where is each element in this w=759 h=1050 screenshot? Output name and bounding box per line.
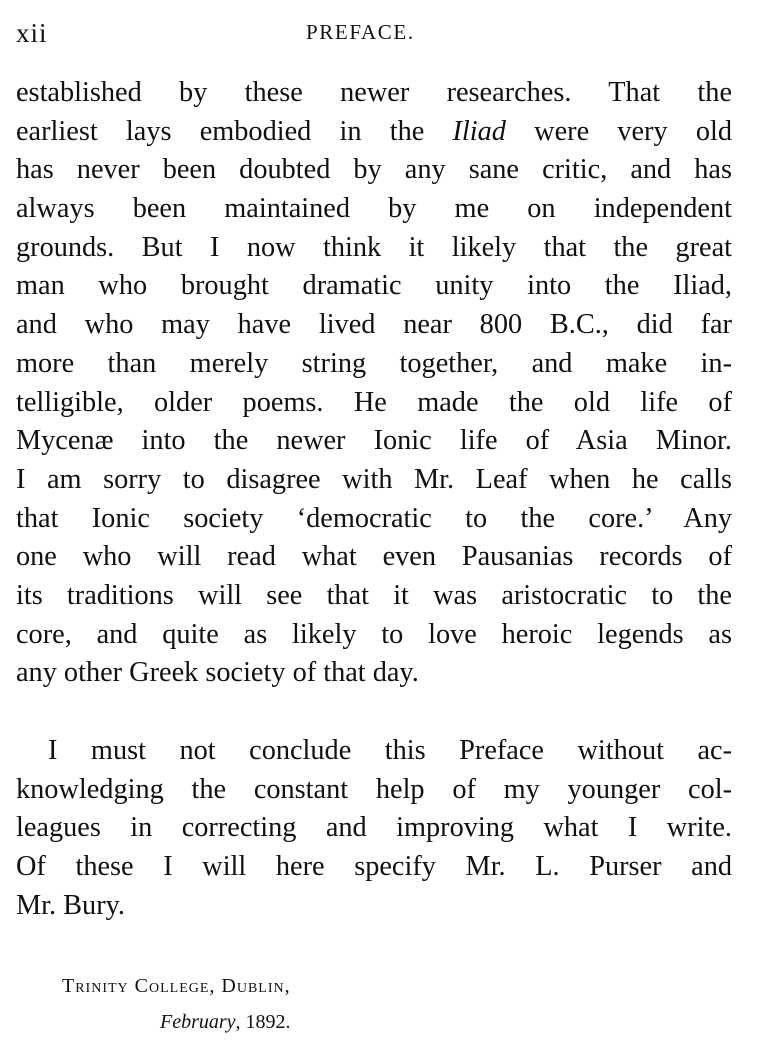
page-number: xii <box>16 18 48 48</box>
signature-place: Trinity College, Dublin, <box>62 975 291 997</box>
text-line: and who may have lived near 800 B.C., did far <box>16 309 732 341</box>
body-text <box>16 74 732 925</box>
text-line: earliest lays embodied in the Iliad were very old <box>16 115 732 147</box>
text-line: core, and quite as likely to love heroic legends as <box>16 618 732 650</box>
text-line: I must not conclude this Preface without ac- <box>48 735 732 766</box>
text-line: man who brought dramatic unity into the Iliad, <box>16 270 732 302</box>
text-line: more than merely string together, and make in- <box>16 347 732 379</box>
text-line: leagues in correcting and improving what I write. <box>16 812 732 844</box>
italic-title: Iliad <box>452 115 506 147</box>
signature-year: , 1892. <box>235 1011 291 1033</box>
text-line: that Ionic society ‘democratic to the core.’ Any <box>16 502 732 534</box>
text-line: grounds. But I now think it likely that the great <box>16 231 732 263</box>
text-line: telligible, older poems. He made the old life of <box>16 386 732 418</box>
text-line: one who will read what even Pausanias records of <box>16 541 732 573</box>
text-line: established by these newer researches. That the <box>16 77 732 108</box>
text-line: its traditions will see that it was aristocratic to the <box>16 579 732 611</box>
paragraph-2 <box>16 732 732 925</box>
signature <box>62 968 291 1040</box>
paragraph-1 <box>16 74 732 693</box>
running-title: PREFACE. <box>306 20 415 44</box>
running-head <box>16 18 732 52</box>
signature-date <box>62 1004 291 1040</box>
text-line: Mr. Bury. <box>16 889 126 921</box>
text-line: Of these I will here specify Mr. L. Purser and <box>16 851 732 883</box>
text-line: has never been doubted by any sane critic, and has <box>16 154 732 186</box>
text-line: knowledging the constant help of my younger col- <box>16 773 732 805</box>
text-line: Mycenæ into the newer Ionic life of Asia Minor. <box>16 425 732 457</box>
text-line: I am sorry to disagree with Mr. Leaf when he calls <box>16 463 732 495</box>
signature-month: February <box>160 1011 236 1033</box>
text-line: any other Greek society of that day. <box>16 657 419 689</box>
text-line: always been maintained by me on independent <box>16 193 732 225</box>
